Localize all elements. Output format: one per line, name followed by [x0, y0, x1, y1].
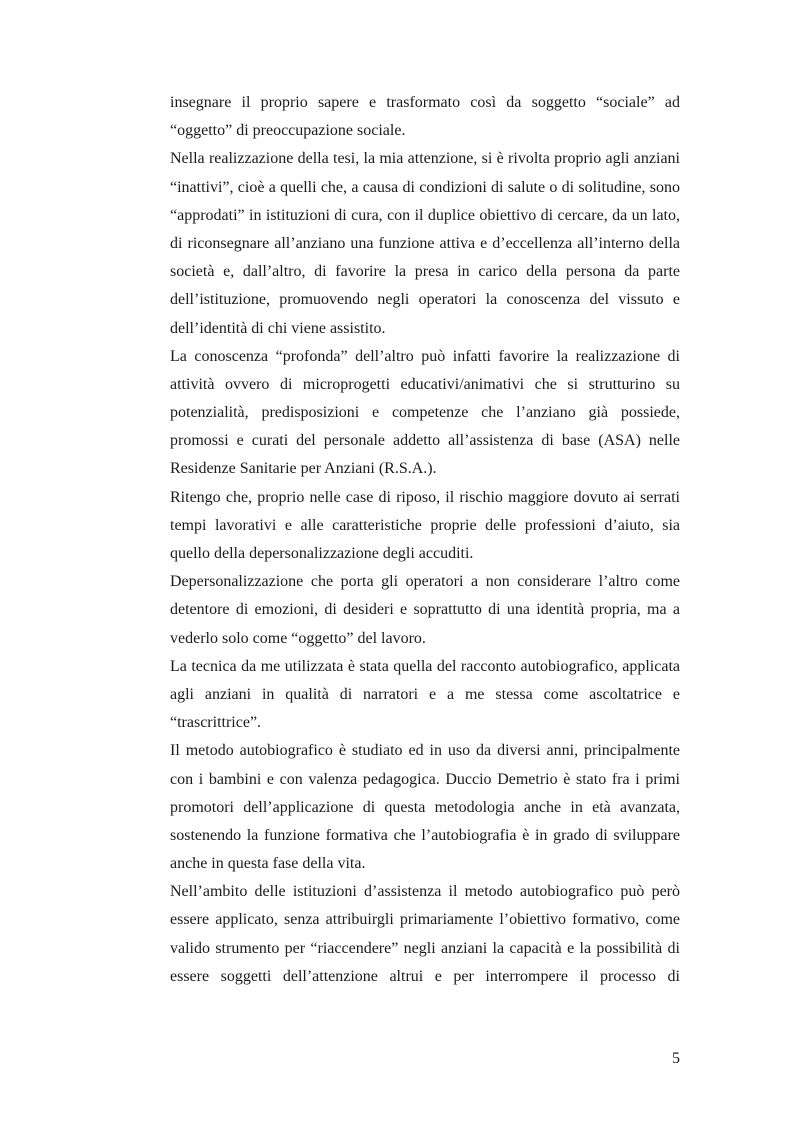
- text-line: potenzialità, predisposizioni e competenze che l’anziano già possiede,: [170, 404, 680, 422]
- text-line: di riconsegnare all’anziano una funzione attiva e d’eccellenza all’interno della: [170, 234, 680, 252]
- text-line: insegnare il proprio sapere e trasformato così da soggetto “sociale” ad: [170, 94, 680, 111]
- page-body: [170, 89, 680, 991]
- text-line: La conoscenza “profonda” dell’altro può infatti favorire la realizzazione di: [170, 347, 680, 365]
- text-line: agli anziani in qualità di narratori e a me stessa come ascoltatrice e: [170, 685, 680, 703]
- text-line: “oggetto” di preoccupazione sociale.: [170, 122, 406, 140]
- text-line: valido strumento per “riaccendere” negli anziani la capacità e la possibilità di: [170, 939, 680, 957]
- text-line: “approdati” in istituzioni di cura, con il duplice obiettivo di cercare, da un lato,: [170, 206, 680, 224]
- text-line: sostenendo la funzione formativa che l’autobiografia è in grado di sviluppare: [170, 826, 680, 844]
- text-line: “inattivi”, cioè a quelli che, a causa di condizioni di salute o di solitudine, sono: [170, 178, 680, 196]
- text-line: attività ovvero di microprogetti educativi/animativi che si strutturino su: [170, 375, 680, 393]
- text-line: società e, dall’altro, di favorire la presa in carico della persona da parte: [170, 263, 680, 281]
- text-line: “trascrittrice”.: [170, 714, 262, 732]
- text-line: essere soggetti dell’attenzione altrui e per interrompere il processo di: [170, 967, 680, 985]
- text-line: dell’istituzione, promuovendo negli operatori la conoscenza del vissuto e: [170, 291, 680, 309]
- text-line: Ritengo che, proprio nelle case di riposo, il rischio maggiore dovuto ai serrati: [170, 488, 680, 506]
- text-line: Residenze Sanitarie per Anziani (R.S.A.).: [170, 460, 437, 478]
- page-number: 5: [672, 1050, 680, 1067]
- text-line: La tecnica da me utilizzata è stata quella del racconto autobiografico, applicata: [170, 657, 680, 675]
- text-line: quello della depersonalizzazione degli accuditi.: [170, 545, 474, 562]
- text-line: Depersonalizzazione che porta gli operatori a non considerare l’altro come: [170, 573, 680, 591]
- text-line: Nell’ambito delle istituzioni d’assistenza il metodo autobiografico può però: [170, 883, 680, 901]
- text-line: Nella realizzazione della tesi, la mia attenzione, si è rivolta proprio agli anziani: [170, 150, 680, 168]
- text-line: detentore di emozioni, di desideri e soprattutto di una identità propria, ma a: [170, 601, 680, 619]
- text-line: anche in questa fase della vita.: [170, 855, 366, 873]
- text-line: con i bambini e con valenza pedagogica. Duccio Demetrio è stato fra i primi: [170, 770, 680, 788]
- text-line: Il metodo autobiografico è studiato ed in uso da diversi anni, principalmente: [170, 742, 680, 760]
- text-line: promotori dell’applicazione di questa metodologia anche in età avanzata,: [170, 798, 680, 816]
- text-line: tempi lavorativi e alle caratteristiche proprie delle professioni d’aiuto, sia: [170, 516, 680, 534]
- text-line: essere applicato, senza attribuirgli primariamente l’obiettivo formativo, come: [170, 911, 680, 929]
- text-line: vederlo solo come “oggetto” del lavoro.: [170, 629, 426, 647]
- text-line: dell’identità di chi viene assistito.: [170, 319, 386, 337]
- text-line: promossi e curati del personale addetto all’assistenza di base (ASA) nelle: [170, 432, 680, 450]
